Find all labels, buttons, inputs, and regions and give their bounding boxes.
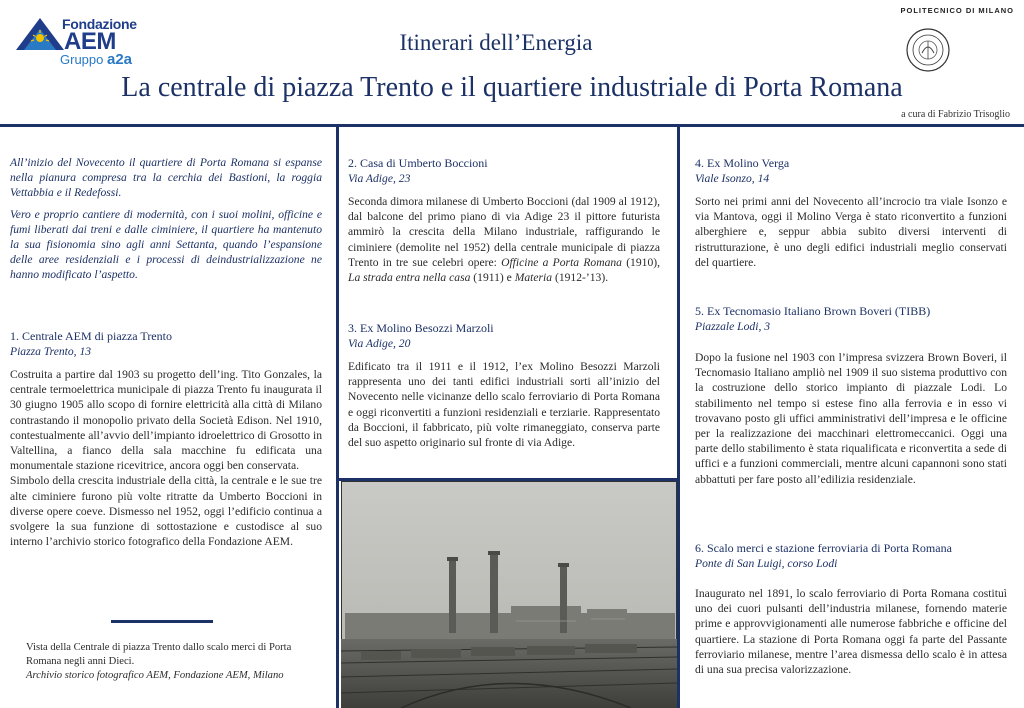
historic-photo-centrale	[341, 481, 677, 708]
logo-aem-text: AEM	[64, 28, 116, 55]
intro-text	[10, 155, 322, 289]
section-2-title: 2. Casa di Umberto Boccioni	[348, 156, 488, 170]
section-6-title: 6. Scalo merci e stazione ferroviaria di Porta Romana	[695, 541, 952, 555]
section-1-body	[10, 367, 322, 549]
section-6-body: Inaugurato nel 1891, lo scalo ferroviario di Porta Romana costituì uno dei cuori pulsanti dell’industria milanese, fornendo materie prime e approvvigionamenti alle numerose fabbriche e officine del quartiere. La stazione di Porta Romana oggi fa parte del Passante ferroviario milanese, mentre l’area dismessa dello scalo è in attesa di una sua precisa valorizzazione.	[695, 587, 1007, 677]
intro-paragraph: All’inizio del Novecento il quartiere di Porta Romana si espanse nella pianura compresa tra la cerchia dei Bastioni, la roggia Vettabbia e il Redefossi.	[10, 156, 322, 200]
section-3-title: 3. Ex Molino Besozzi Marzoli	[348, 321, 494, 335]
caption-credit: Archivio storico fotografico AEM, Fondazione AEM, Milano	[26, 670, 284, 681]
logo-gruppo-text: Gruppo a2a	[60, 51, 133, 68]
artwork-title: La strada entra nella casa	[348, 271, 471, 285]
column-divider	[336, 127, 339, 708]
photo-caption	[26, 641, 326, 683]
curator-credit: a cura di Fabrizio Trisoglio	[901, 109, 1010, 120]
artwork-title: Materia	[514, 271, 553, 285]
caption-divider	[111, 620, 213, 623]
caption-text: Vista della Centrale di piazza Trento dallo scalo merci di Porta Romana negli anni Dieci.	[26, 642, 292, 667]
section-5-title: 5. Ex Tecnomasio Italiano Brown Boveri (TIBB)	[695, 304, 931, 318]
intro-paragraph: Vero e proprio cantiere di modernità, con i suoi molini, officine e fumi liberati dai treni e dalle ciminiere, il quartiere ha mantenuto la sua fisionomia sino agli anni Settanta, quando l’espansione delle aree residenziali e i processi di deindustrializzazione ne hanno modificato l’aspetto.	[10, 207, 322, 282]
artwork-title: Officine a Porta Romana	[501, 255, 622, 269]
series-title: Itinerari dell’Energia	[399, 30, 593, 55]
column-divider	[677, 127, 680, 708]
section-1-paragraph: Costruita a partire dal 1903 su progetto dell’ing. Tito Gonzales, la centrale termoelettrica municipale di piazza Trento fu inaugurata il 30 giugno 1905 allo scopo di fornire elettricità alla città di Milano contrastando il monopolio privato della Società Edison. Nel 1910, contestualmente all’avvio dell’impianto idroelettrico di Grosotto in Valtellina, a fianco della sala macchine fu edificata una monumentale stazione ricevitrice, ancora oggi ben conservata.	[10, 368, 322, 473]
section-1-paragraph: Simbolo della crescita industriale della città, la centrale e le sue tre alte ciminiere furono più volte ritratte da Umberto Boccioni in diverse opere coeve. Dismesso nel 1952, oggi l’edificio continua a svolgere la sua funzione di sottostazione e custodisce al suo interno l’archivio storico fotografico della Fondazione AEM.	[10, 474, 322, 549]
section-4-body: Sorto nei primi anni del Novecento all’incrocio tra viale Isonzo e via Mantova, oggi il Molino Verga è stato riconvertito a funzioni alberghiere e, seppur abbia subito diversi interventi di ristrutturazione, è uno degli edifici industriali meglio conservati del quartiere.	[695, 195, 1007, 269]
section-5-body: Dopo la fusione nel 1903 con l’impresa svizzera Brown Boveri, il Tecnomasio Italiano ampliò nel 1909 il suo sistema produttivo con la costruzione dello storico impianto di piazzale Lodi. Lo stabilimento nel tempo si estese fino alla ferrovia e in esso vi trovavano posto gli uffici amministrativi dell’impresa e le officine per la realizzazione dei macchinari elettromeccanici. Oggi una parte dello stabilimento è stata riqualificata e riconvertita a sede di uffici e a funzioni commerciali, mentre alcuni capannoni sono stati abbattuti per fare posto all’edilizia residenziale.	[695, 351, 1007, 486]
logo-fondazione-text: Fondazione	[62, 16, 137, 32]
header-divider	[0, 124, 1024, 127]
section-3-address: Via Adige, 20	[348, 337, 411, 350]
section-1-title: 1. Centrale AEM di piazza Trento	[10, 329, 172, 343]
section-4-address: Viale Isonzo, 14	[695, 172, 770, 185]
section-5-address: Piazzale Lodi, 3	[695, 320, 771, 333]
section-4-title: 4. Ex Molino Verga	[695, 156, 790, 170]
section-2-body: Seconda dimora milanese di Umberto Boccioni (dal 1909 al 1912), dal balcone del primo piano di via Adige 23 il pittore futurista ammirò la crescita della Milano industriale, raffigurando le ciminiere (demolite nel 1952) della centrale municipale di piazza Trento in tre sue celebri opere: Officine a Porta Romana (1910), La strada entra nella casa (1911) e Materia (1912-’13).	[348, 195, 661, 285]
section-2-address: Via Adige, 23	[348, 172, 411, 185]
section-6-address: Ponte di San Luigi, corso Lodi	[695, 557, 838, 570]
section-1-address: Piazza Trento, 13	[10, 345, 92, 358]
politecnico-label: POLITECNICO DI MILANO	[900, 6, 1014, 15]
page-title: La centrale di piazza Trento e il quartiere industriale di Porta Romana	[121, 72, 903, 103]
section-3-body: Edificato tra il 1911 e il 1912, l’ex Molino Besozzi Marzoli rappresenta uno dei tanti edifici industriali sorti all’inizio del Novecento nelle vicinanze dello scalo ferroviario di Porta Romana e oggi riconvertiti a funzioni residenziali e terziarie. Rappresentato da Boccioni, il fabbricato, più volte rimaneggiato, conserva parte del suo aspetto originario sul fronte di via Adige.	[348, 360, 660, 450]
